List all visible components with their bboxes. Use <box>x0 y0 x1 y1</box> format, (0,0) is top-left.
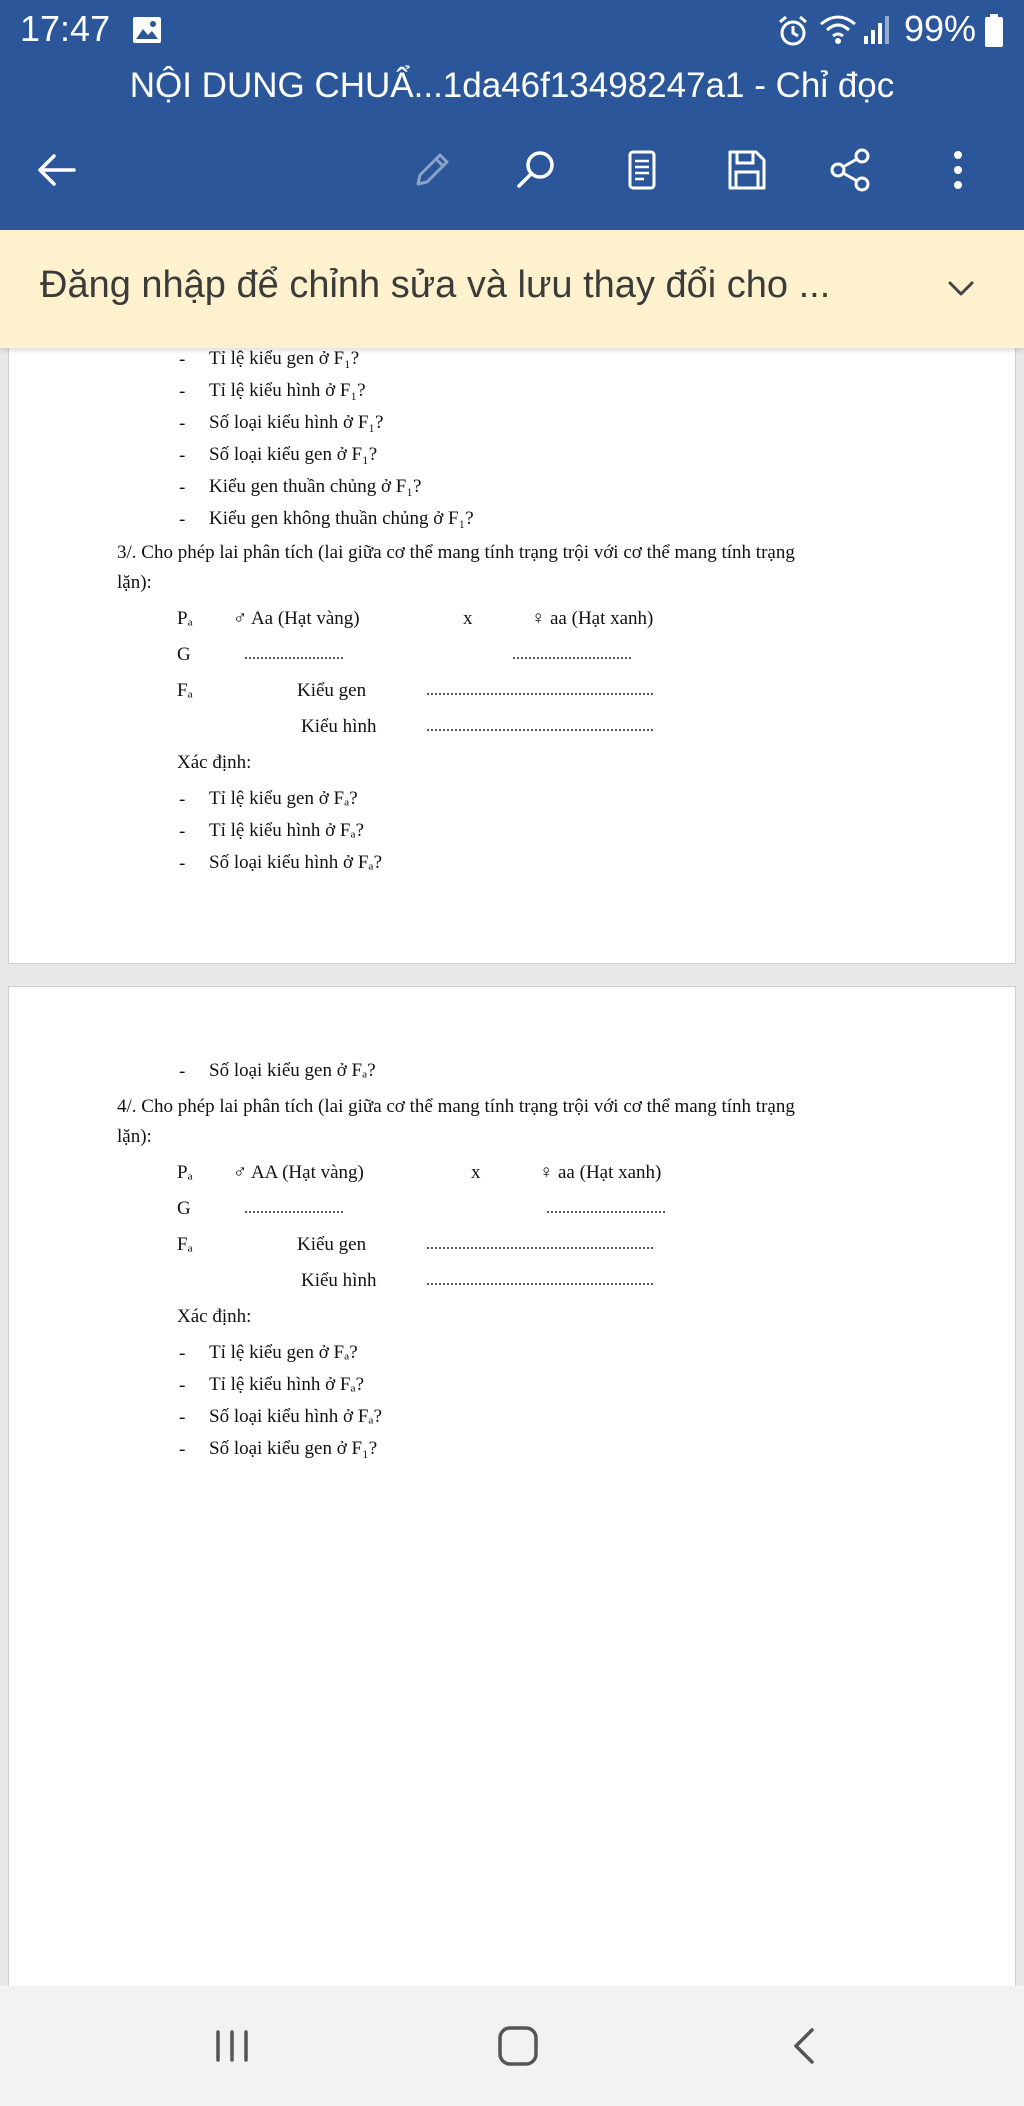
recent-apps-icon <box>210 2024 254 2068</box>
more-options-button[interactable] <box>928 140 988 200</box>
list-item: Tỉ lệ kiểu hình ở F₁? <box>209 380 366 401</box>
system-navigation-bar <box>0 1986 1024 2106</box>
list-item: Số loại kiểu gen ở Fₐ? <box>209 1060 376 1081</box>
parent-female: ♀ aa (Hạt xanh) <box>531 608 654 629</box>
gamete-blank-left <box>245 649 343 659</box>
phenotype-blank <box>427 1275 653 1285</box>
parent-label: Pₐ <box>177 608 193 629</box>
gamete-label: G <box>177 1198 191 1219</box>
question-4-text: 4/. Cho phép lai phân tích (lai giữa cơ thể mang tính trạng trội với cơ thể mang tính trạng <box>117 1096 795 1117</box>
parent-female: ♀ aa (Hạt xanh) <box>539 1162 662 1183</box>
battery-percentage: 99% <box>904 8 977 49</box>
pencil-icon <box>406 144 458 196</box>
list-item: Số loại kiểu gen ở F₁? <box>209 444 378 465</box>
document-viewport[interactable] <box>0 348 1024 1986</box>
phenotype-blank <box>427 721 653 731</box>
question-3-text: 3/. Cho phép lai phân tích (lai giữa cơ thể mang tính trạng trội với cơ thể mang tính trạng <box>117 542 795 563</box>
home-button[interactable] <box>488 2016 548 2076</box>
wifi-icon <box>818 12 858 46</box>
more-vertical-icon <box>932 144 984 196</box>
list-item: Số loại kiểu hình ở F₁? <box>209 412 384 433</box>
nav-back-button[interactable] <box>776 2016 836 2076</box>
genotype-label: Kiểu gen <box>297 680 367 701</box>
banner-message: Đăng nhập để chỉnh sửa và lưu thay đổi cho ... <box>40 264 831 306</box>
cross-symbol: x <box>471 1162 481 1183</box>
recent-apps-button[interactable] <box>202 2016 262 2076</box>
parent-male: ♂ AA (Hạt vàng) <box>233 1162 364 1183</box>
question-4-text-cont: lặn): <box>117 1126 152 1147</box>
alarm-icon <box>776 14 810 48</box>
phenotype-label: Kiểu hình <box>301 1270 377 1291</box>
determine-label: Xác định: <box>177 1306 252 1327</box>
save-button[interactable] <box>716 140 776 200</box>
share-button[interactable] <box>820 140 880 200</box>
question-3-text-cont: lặn): <box>117 572 152 593</box>
gallery-notification-icon <box>132 16 162 44</box>
reading-view-icon <box>616 144 668 196</box>
gamete-blank-right <box>547 1203 665 1213</box>
status-bar <box>0 0 1024 62</box>
document-page: - Tỉ lệ kiểu gen ở F₁? - Tỉ lệ kiểu hình ở F₁? - Số loại kiểu hình ở F₁? - Số loại kiểu gen ở F₁? - Kiểu gen thuần chủng ở F₁? - Kiểu gen không thuần chủng ở F₁? 3/. Cho phép lai phân tích (lai giữa cơ thể mang tính trạng trội với cơ thể mang tính trạng lặn): Pₐ ♂ Aa (Hạt vàng) x ♀ aa (Hạt xanh) G Fₐ Kiểu gen Kiểu hình Xác định: - Tỉ lệ kiểu gen ở Fₐ? - Tỉ lệ kiểu hình ở Fₐ? - Số loại kiểu hình ở Fₐ? <box>8 348 1016 964</box>
list-item: Tỉ lệ kiểu gen ở Fₐ? <box>209 788 358 809</box>
chevron-left-icon <box>784 2024 828 2068</box>
home-icon <box>494 2022 542 2070</box>
search-icon <box>510 144 562 196</box>
list-item: Tỉ lệ kiểu hình ở Fₐ? <box>209 820 365 841</box>
phenotype-label: Kiểu hình <box>301 716 377 737</box>
list-item: Kiểu gen thuần chủng ở F₁? <box>209 476 422 497</box>
list-item: Số loại kiểu gen ở F₁? <box>209 1438 378 1459</box>
document-title: NỘI DUNG CHUẨ...1da46f13498247a1 - Chỉ đọc <box>129 66 895 105</box>
app-header <box>0 0 1024 230</box>
status-time: 17:47 <box>20 8 111 49</box>
gamete-blank-left <box>245 1203 343 1213</box>
list-item: Số loại kiểu hình ở Fₐ? <box>209 852 383 873</box>
signal-icon <box>862 14 892 46</box>
determine-label: Xác định: <box>177 752 252 773</box>
gamete-label: G <box>177 644 191 665</box>
offspring-label: Fₐ <box>177 1234 193 1255</box>
genotype-blank <box>427 1239 653 1249</box>
list-item: Tỉ lệ kiểu gen ở Fₐ? <box>209 1342 358 1363</box>
list-item: Số loại kiểu hình ở Fₐ? <box>209 1406 383 1427</box>
list-item: Tỉ lệ kiểu hình ở Fₐ? <box>209 1374 365 1395</box>
arrow-left-icon <box>30 144 82 196</box>
search-button[interactable] <box>506 140 566 200</box>
share-icon <box>824 144 876 196</box>
sign-in-banner[interactable] <box>0 230 1024 348</box>
genotype-label: Kiểu gen <box>297 1234 367 1255</box>
reading-view-button[interactable] <box>612 140 672 200</box>
list-item: Tỉ lệ kiểu gen ở F₁? <box>209 348 360 369</box>
edit-button[interactable] <box>402 140 462 200</box>
offspring-label: Fₐ <box>177 680 193 701</box>
list-item: Kiểu gen không thuần chủng ở F₁? <box>209 508 474 529</box>
chevron-down-icon[interactable] <box>938 266 984 312</box>
cross-symbol: x <box>463 608 473 629</box>
parent-label: Pₐ <box>177 1162 193 1183</box>
document-page: - Số loại kiểu gen ở Fₐ? 4/. Cho phép lai phân tích (lai giữa cơ thể mang tính trạng trội với cơ thể mang tính trạng lặn): Pₐ ♂ AA (Hạt vàng) x ♀ aa (Hạt xanh) G Fₐ Kiểu gen Kiểu hình Xác định: - Tỉ lệ kiểu gen ở Fₐ? - Tỉ lệ kiểu hình ở Fₐ? - Số loại kiểu hình ở Fₐ? - Số loại kiểu gen ở F₁? <box>8 986 1016 1986</box>
genotype-blank <box>427 685 653 695</box>
save-icon <box>720 144 772 196</box>
parent-male: ♂ Aa (Hạt vàng) <box>233 608 360 629</box>
gamete-blank-right <box>513 649 631 659</box>
battery-icon <box>984 14 1004 48</box>
back-button[interactable] <box>26 140 86 200</box>
